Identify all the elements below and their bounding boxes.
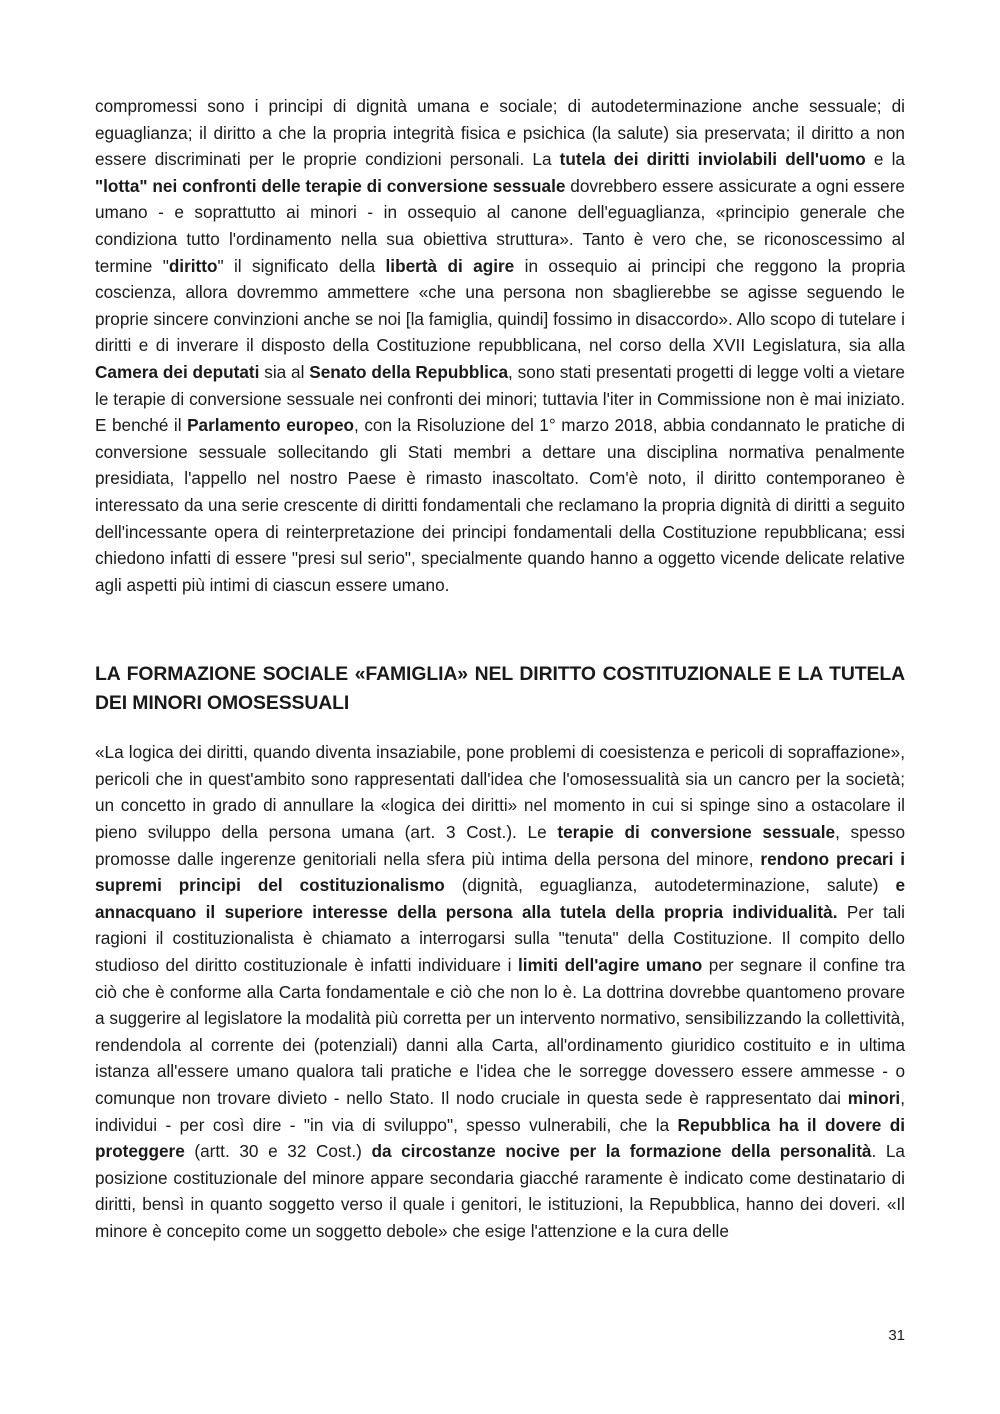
bold-text: limiti dell'agire umano <box>517 955 703 976</box>
body-paragraph-2 <box>95 739 905 1244</box>
bold-text: Parlamento europeo <box>187 415 355 436</box>
bold-text: Repubblica ha il dovere di proteggere <box>95 1114 905 1162</box>
bold-text: Senato della Repubblica <box>309 361 508 382</box>
section-heading: LA FORMAZIONE SOCIALE «FAMIGLIA» NEL DIRITTO COSTITUZIONALE E LA TUTELA DEI MINORI OMOSESSUALI <box>95 663 905 715</box>
text-run: " il significato della <box>217 255 386 276</box>
bold-text: Camera dei deputati <box>95 361 260 382</box>
text-run: , spesso promosse dalle ingerenze genitoriali nella sfera più intima della persona del minore, <box>95 822 906 869</box>
body-paragraph-1 <box>95 93 905 598</box>
bold-text: diritto <box>168 255 218 276</box>
bold-text: "lotta" nei confronti delle terapie di conversione sessuale <box>95 175 566 196</box>
text-run: , individui - per così dire - "in via di sviluppo", spesso vulnerabili, che la <box>95 1088 905 1135</box>
bold-text: tutela dei diritti inviolabili dell'uomo <box>559 149 866 170</box>
page-body <box>95 93 905 1245</box>
text-run: «La logica dei diritti, quando diventa insaziabile, pone problemi di coesistenza e pericoli di sopraffazione», pericoli che in quest'ambito sono rappresentati dall'idea che l'omosessualità sia un cancro per la società; un concetto in grado di annullare la «logica dei diritti» nel momento in cui si spinge sino a ostacolare il pieno sviluppo della persona umana (art. 3 Cost.). Le <box>95 742 905 843</box>
bold-text: libertà di agire <box>385 255 515 276</box>
bold-text: rendono precari i supremi principi del costituzionalismo <box>95 848 905 896</box>
text-run: sia al <box>259 361 310 382</box>
text-run: . La posizione costituzionale del minore appare secondaria giacché raramente è indicato come destinatario di diritti, bensì in quanto soggetto verso il quale i genitori, le istituzioni, la Repubblica, hanno dei doveri. «Il minore è concepito come un soggetto debole» che esige l'attenzione e la cura delle <box>95 1141 905 1241</box>
text-run: e la <box>865 149 905 170</box>
text-run: , con la Risoluzione del 1° marzo 2018, abbia condannato le pratiche di conversione sessuale sollecitando gli Stati membri a dettare una disciplina normativa penalmente presidiata, l'appello nel nostro Paese è rimasto inascoltato. Com'è noto, il diritto contemporaneo è interessato da una serie crescente di diritti fondamentali che reclamano la propria dignità di diritti a seguito dell'incessante opera di reinterpretazione dei principi fondamentali della Costituzione repubblicana; essi chiedono infatti di essere "presi sul serio", specialmente quando hanno a oggetto vicende delicate relative agli aspetti più intimi di ciascun essere umano. <box>95 415 905 595</box>
text-run: in ossequio ai principi che reggono la propria coscienza, allora dovremmo ammettere «che una persona non sbaglierebbe se agisse seguendo le proprie sincere convinzioni anche se noi [la famiglia, quindi] fossimo in disaccordo». Allo scopo di tutelare i diritti e di inverare il disposto della Costituzione repubblicana, nel corso della XVII Legislatura, sia alla <box>95 255 906 356</box>
bold-text: terapie di conversione sessuale <box>557 822 836 843</box>
text-run: compromessi sono i principi di dignità umana e sociale; di autodeterminazione anche sessuale; di eguaglianza; il diritto a che la propria integrità fisica e psichica (la salute) sia preservata; il diritto a non essere discriminati per le proprie condizioni personali. La <box>95 96 905 170</box>
text-run: , sono stati presentati progetti di legge volti a vietare le terapie di conversione sessuale nei confronti dei minori; tuttavia l'iter in Commissione non è mai iniziato. E benché il <box>95 361 905 436</box>
text-run: (artt. 30 e 32 Cost.) <box>184 1141 372 1162</box>
text-run: dovrebbero essere assicurate a ogni essere umano - e soprattutto ai minori - in ossequio al canone dell'eguaglianza, «principio generale che condiziona tutto l'ordinamento nella sua obiettiva struttura». Tanto è vero che, se riconoscessimo al termine " <box>95 175 905 276</box>
text-run: (dignità, eguaglianza, autodeterminazione, salute) <box>444 875 896 896</box>
bold-text: da circostanze nocive per la formazione della personalità <box>371 1141 872 1162</box>
bold-text: e annacquano il superiore interesse della persona alla tutela della propria individualità. <box>95 875 905 922</box>
text-run: per segnare il confine tra ciò che è conforme alla Carta fondamentale e ciò che non lo è. La dottrina dovrebbe quantomeno provare a suggerire al legislatore la modalità più corretta per un intervento normativo, sensibilizzando la collettività, rendendola al corrente dei (potenziali) danni alla Carta, all'ordinamento giuridico costituito e in ultima istanza all'essere umano qualora tali pratiche e l'idea che le sorregge dovessero essere ammesse - o comunque non trovare divieto - nello Stato. Il nodo cruciale in questa sede è rappresentato dai <box>95 955 905 1108</box>
bold-text: minori <box>847 1088 901 1108</box>
text-run: Per tali ragioni il costituzionalista è chiamato a interrogarsi sulla "tenuta" della Costituzione. Il compito dello studioso del diritto costituzionale è infatti individuare i <box>95 901 905 976</box>
page-number: 31 <box>888 1327 905 1344</box>
